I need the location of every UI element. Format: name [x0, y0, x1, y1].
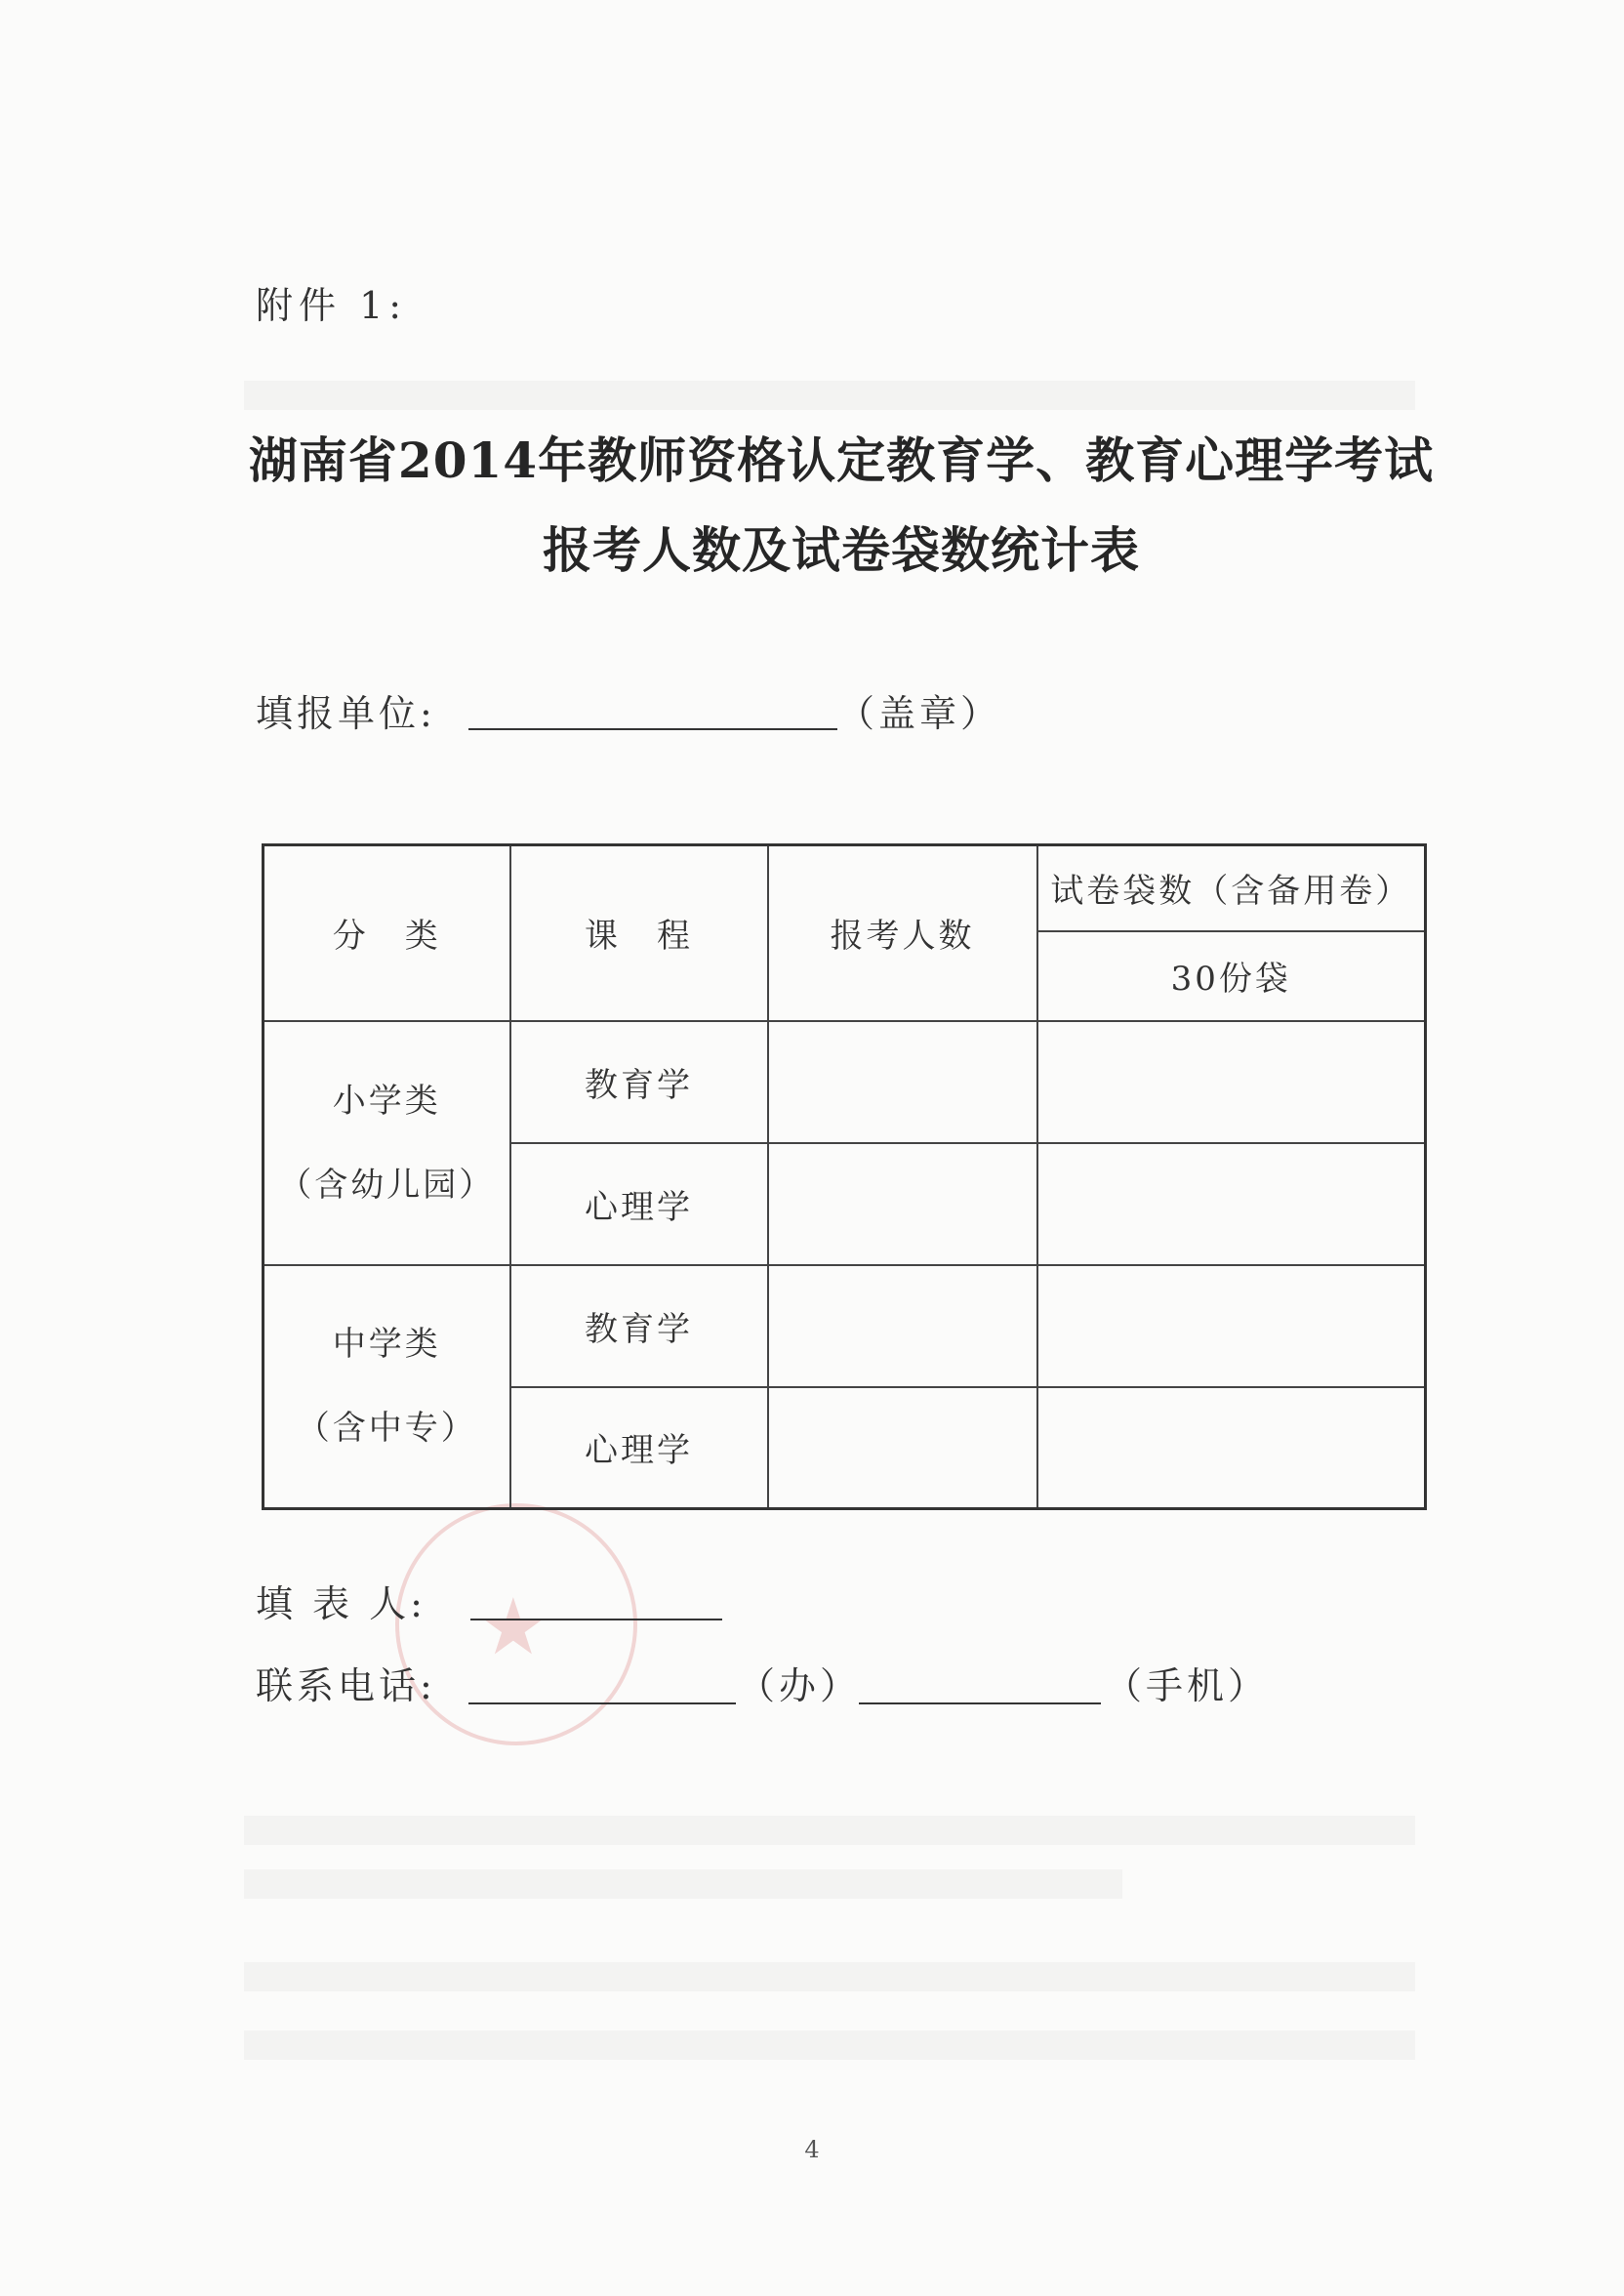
- packets-input-cell[interactable]: [1037, 1143, 1426, 1265]
- category-cell: [264, 1265, 510, 1509]
- office-phone-suffix: （办）: [738, 1664, 862, 1707]
- header-applicants: 报考人数: [768, 845, 1037, 1021]
- category-note: （含幼儿园）: [278, 1165, 496, 1205]
- filler-blank[interactable]: [470, 1619, 722, 1620]
- office-phone-blank[interactable]: [468, 1702, 736, 1704]
- course-cell: 心理学: [510, 1143, 768, 1265]
- reporting-unit-blank[interactable]: [468, 728, 837, 730]
- category-cell: [264, 1021, 510, 1265]
- course-cell: 心理学: [510, 1387, 768, 1509]
- reporting-unit-label: 填报单位:: [256, 692, 436, 735]
- filler-label: 填 表 人:: [256, 1582, 426, 1625]
- bleed-through-mark: [244, 1869, 1122, 1899]
- mobile-phone-suffix: （手机）: [1105, 1664, 1270, 1707]
- page-number: 4: [804, 2136, 820, 2163]
- document-title-line2: 报考人数及试卷袋数统计表: [543, 521, 1140, 579]
- packets-input-cell[interactable]: [1037, 1265, 1426, 1387]
- bleed-through-mark: [244, 381, 1415, 410]
- seal-star-icon: ★: [478, 1581, 548, 1672]
- bleed-through-mark: [244, 2030, 1415, 2060]
- mobile-phone-blank[interactable]: [859, 1702, 1101, 1704]
- applicants-input-cell[interactable]: [768, 1265, 1037, 1387]
- packets-input-cell[interactable]: [1037, 1387, 1426, 1509]
- document-title-line1: 湖南省2014年教师资格认定教育学、教育心理学考试: [248, 431, 1435, 489]
- applicants-input-cell[interactable]: [768, 1387, 1037, 1509]
- header-course: 课 程: [510, 845, 768, 1021]
- bleed-through-mark: [244, 1816, 1415, 1845]
- bleed-through-mark: [244, 1962, 1415, 1991]
- course-cell: 教育学: [510, 1265, 768, 1387]
- applicants-input-cell[interactable]: [768, 1143, 1037, 1265]
- category-name: 中学类: [332, 1325, 441, 1365]
- statistics-table: [262, 843, 1427, 1510]
- phone-label: 联系电话:: [256, 1664, 436, 1707]
- applicants-input-cell[interactable]: [768, 1021, 1037, 1143]
- course-cell: 教育学: [510, 1021, 768, 1143]
- attachment-label: 附件 1:: [256, 284, 408, 327]
- header-packets: 试卷袋数（含备用卷）: [1037, 845, 1426, 931]
- packets-input-cell[interactable]: [1037, 1021, 1426, 1143]
- header-packets-sub: 30份袋: [1037, 931, 1426, 1021]
- category-name: 小学类: [332, 1081, 441, 1121]
- reporting-unit-suffix: （盖章）: [837, 692, 1002, 735]
- category-note: （含中专）: [296, 1409, 477, 1449]
- header-category: 分 类: [264, 845, 510, 1021]
